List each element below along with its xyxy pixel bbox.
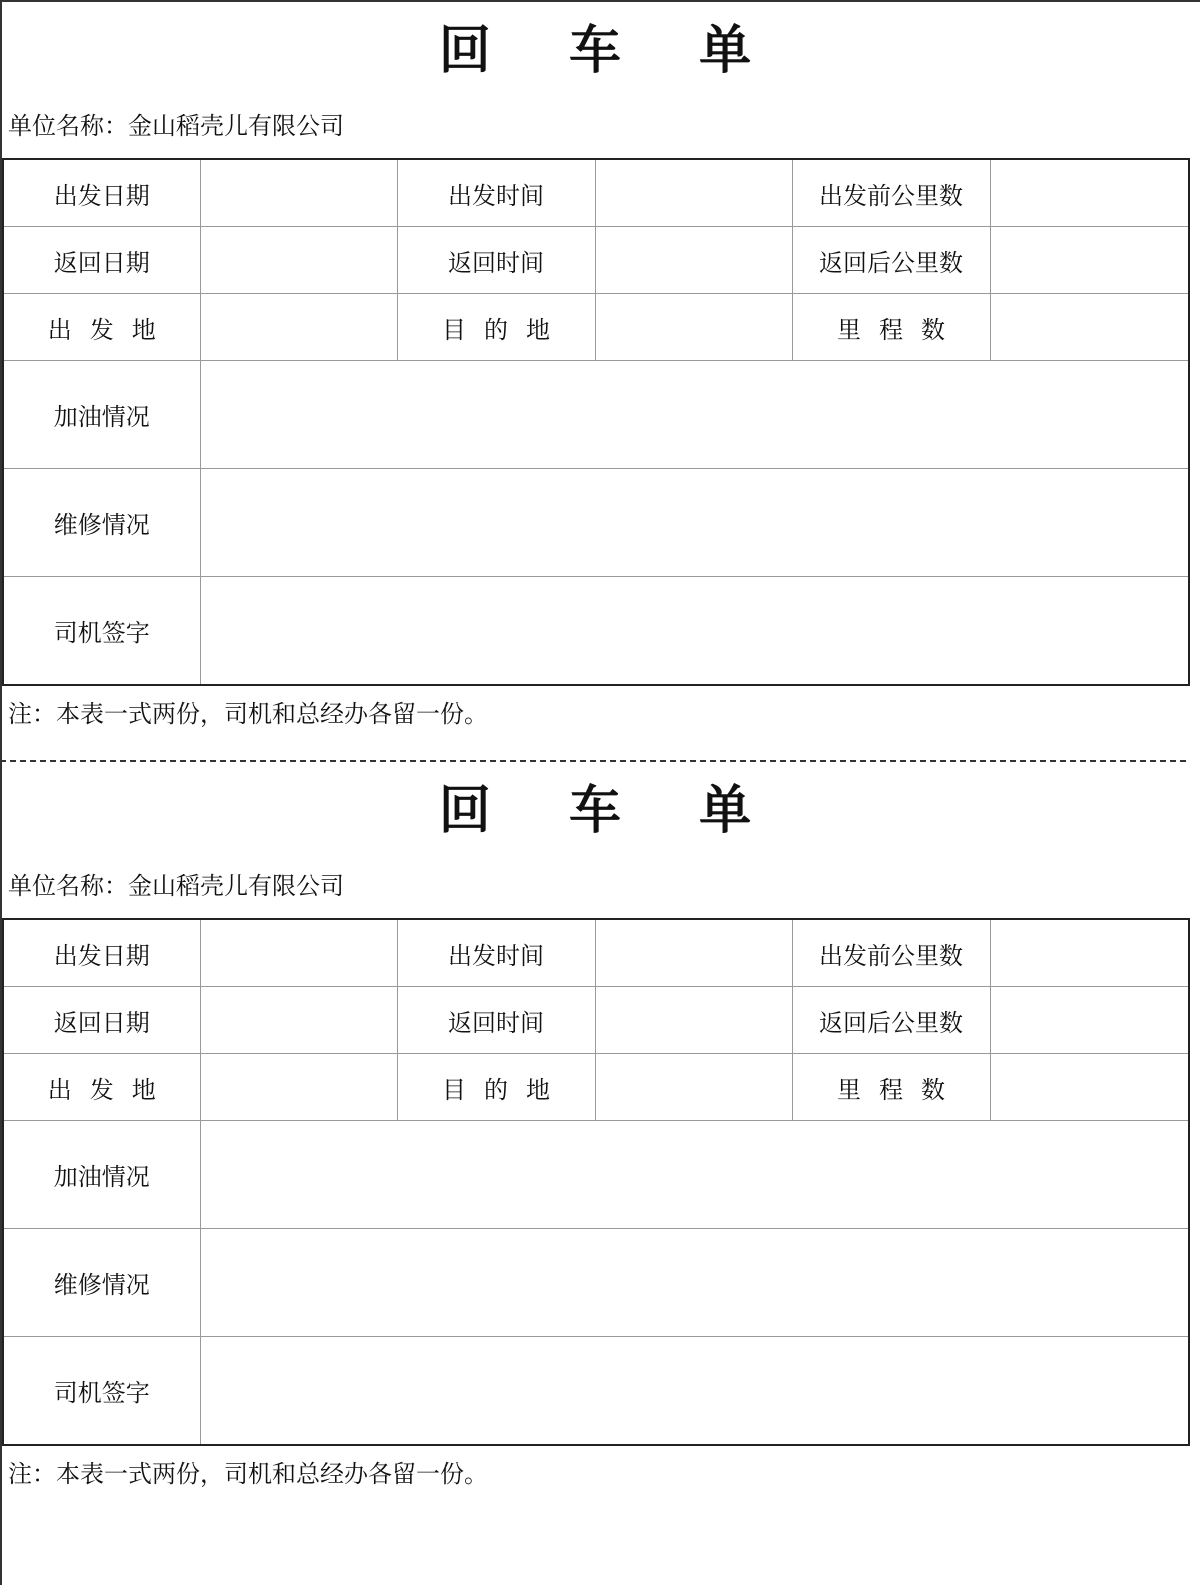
table-row [3, 159, 1189, 227]
label-depart-date: 出发日期 [3, 919, 200, 987]
depart-date-field[interactable] [200, 159, 397, 227]
label-depart-date: 出发日期 [3, 159, 200, 227]
label-depart-time: 出发时间 [397, 159, 595, 227]
fuel-field[interactable] [200, 361, 1189, 469]
driver-sign-field[interactable] [200, 1337, 1189, 1446]
return-date-field[interactable] [200, 987, 397, 1054]
depart-time-field[interactable] [595, 919, 792, 987]
depart-km-field[interactable] [990, 159, 1189, 227]
label-driver-sign: 司机签字 [3, 1337, 200, 1446]
table-row [3, 919, 1189, 987]
table-row [3, 1121, 1189, 1229]
label-depart-km: 出发前公里数 [792, 159, 990, 227]
label-repair: 维修情况 [3, 1229, 200, 1337]
form-title: 回 车 单 [438, 781, 782, 841]
destination-field[interactable] [595, 294, 792, 361]
label-fuel: 加油情况 [3, 361, 200, 469]
mileage-field[interactable] [990, 1054, 1189, 1121]
depart-date-field[interactable] [200, 919, 397, 987]
destination-field[interactable] [595, 1054, 792, 1121]
driver-sign-field[interactable] [200, 577, 1189, 686]
return-form-table [2, 158, 1190, 686]
table-row [3, 1229, 1189, 1337]
company-name: 单位名称：金山稻壳儿有限公司 [8, 112, 344, 140]
label-origin: 出发地 [3, 1054, 200, 1121]
label-return-date: 返回日期 [3, 987, 200, 1054]
fuel-field[interactable] [200, 1121, 1189, 1229]
label-fuel: 加油情况 [3, 1121, 200, 1229]
table-row [3, 294, 1189, 361]
return-time-field[interactable] [595, 987, 792, 1054]
form-note: 注：本表一式两份，司机和总经办各留一份。 [8, 700, 488, 728]
table-row [3, 1054, 1189, 1121]
label-return-time: 返回时间 [397, 987, 595, 1054]
return-time-field[interactable] [595, 227, 792, 294]
return-form-table [2, 918, 1190, 1446]
table-row [3, 227, 1189, 294]
depart-km-field[interactable] [990, 919, 1189, 987]
cut-line-divider [0, 760, 1186, 762]
label-mileage: 里程数 [792, 294, 990, 361]
depart-time-field[interactable] [595, 159, 792, 227]
label-mileage: 里程数 [792, 1054, 990, 1121]
label-origin: 出发地 [3, 294, 200, 361]
label-driver-sign: 司机签字 [3, 577, 200, 686]
mileage-field[interactable] [990, 294, 1189, 361]
table-row [3, 1337, 1189, 1446]
table-row [3, 469, 1189, 577]
label-return-km: 返回后公里数 [792, 987, 990, 1054]
label-return-km: 返回后公里数 [792, 227, 990, 294]
label-destination: 目的地 [397, 1054, 595, 1121]
origin-field[interactable] [200, 294, 397, 361]
table-row [3, 577, 1189, 686]
company-name: 单位名称：金山稻壳儿有限公司 [8, 872, 344, 900]
table-row [3, 987, 1189, 1054]
return-km-field[interactable] [990, 987, 1189, 1054]
label-depart-km: 出发前公里数 [792, 919, 990, 987]
return-km-field[interactable] [990, 227, 1189, 294]
return-date-field[interactable] [200, 227, 397, 294]
label-destination: 目的地 [397, 294, 595, 361]
form-title: 回 车 单 [438, 21, 782, 81]
table-row [3, 361, 1189, 469]
repair-field[interactable] [200, 1229, 1189, 1337]
label-return-date: 返回日期 [3, 227, 200, 294]
origin-field[interactable] [200, 1054, 397, 1121]
label-return-time: 返回时间 [397, 227, 595, 294]
label-depart-time: 出发时间 [397, 919, 595, 987]
repair-field[interactable] [200, 469, 1189, 577]
label-repair: 维修情况 [3, 469, 200, 577]
form-note: 注：本表一式两份，司机和总经办各留一份。 [8, 1460, 488, 1488]
